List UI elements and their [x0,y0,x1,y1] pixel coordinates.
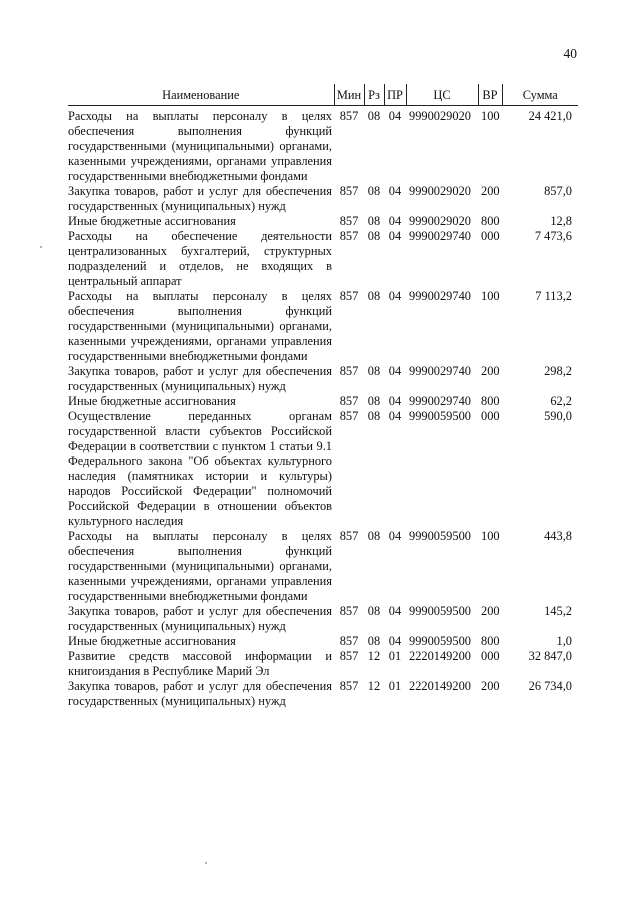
cell-name: Расходы на выплаты персоналу в целях обеспечения выполнения функций государственными (муниципальными) органами, казенными учреждениями, органами управления государственными внебюджетными фондами [68,109,332,183]
cell-rz: 08 [367,634,381,648]
table-row [68,289,578,364]
table-row [68,394,578,409]
cell-rz: 08 [367,289,381,303]
table-header [68,84,578,106]
table-row [68,649,578,679]
cell-vr: 800 [481,394,500,408]
cell-min: 857 [339,634,359,648]
cell-rz: 08 [367,529,381,543]
cell-vr: 200 [481,679,500,693]
cell-sum: 7 473,6 [534,229,572,243]
cell-name: Закупка товаров, работ и услуг для обеспечения государственных (муниципальных) нужд [68,679,332,708]
cell-vr: 200 [481,364,500,378]
cell-rz: 08 [367,229,381,243]
cell-cs: 9990059500 [409,529,471,543]
cell-name: Закупка товаров, работ и услуг для обеспечения государственных (муниципальных) нужд [68,184,332,213]
cell-min: 857 [339,409,359,423]
cell-name: Иные бюджетные ассигнования [68,394,236,408]
cell-name: Иные бюджетные ассигнования [68,214,236,228]
cell-vr: 800 [481,214,500,228]
cell-name: Закупка товаров, работ и услуг для обеспечения государственных (муниципальных) нужд [68,364,332,393]
header-cs: ЦС [406,84,478,106]
header-name: Наименование [68,84,334,106]
cell-pr: 04 [388,364,402,378]
cell-cs: 2220149200 [409,679,471,693]
cell-cs: 9990029020 [409,214,471,228]
cell-vr: 100 [481,289,500,303]
table-row [68,184,578,214]
table-row [68,106,578,185]
cell-name: Иные бюджетные ассигнования [68,634,236,648]
cell-name: Закупка товаров, работ и услуг для обеспечения государственных (муниципальных) нужд [68,604,332,633]
cell-name: Расходы на выплаты персоналу в целях обеспечения выполнения функций государственными (муниципальными) органами, казенными учреждениями, органами управления государственными внебюджетными фондами [68,529,332,603]
cell-sum: 32 847,0 [528,649,572,663]
cell-min: 857 [339,529,359,543]
cell-min: 857 [339,604,359,618]
cell-rz: 08 [367,409,381,423]
table-row [68,364,578,394]
cell-pr: 04 [388,529,402,543]
cell-vr: 200 [481,604,500,618]
budget-table [68,84,578,709]
cell-rz: 08 [367,109,381,123]
cell-cs: 9990059500 [409,409,471,423]
cell-sum: 7 113,2 [535,289,572,303]
cell-rz: 08 [367,604,381,618]
cell-cs: 9990029020 [409,184,471,198]
cell-sum: 1,0 [556,634,572,648]
table-body [68,106,578,710]
cell-pr: 04 [388,184,402,198]
cell-pr: 01 [388,679,402,693]
cell-pr: 01 [388,649,402,663]
cell-vr: 100 [481,529,500,543]
cell-rz: 08 [367,214,381,228]
table-row [68,634,578,649]
cell-rz: 08 [367,184,381,198]
cell-rz: 12 [367,649,381,663]
cell-sum: 24 421,0 [528,109,572,123]
cell-cs: 9990029020 [409,109,471,123]
header-vr: ВР [478,84,502,106]
page-number: 40 [563,46,577,61]
cell-pr: 04 [388,604,402,618]
cell-cs: 9990029740 [409,229,471,243]
table-row [68,604,578,634]
cell-pr: 04 [388,289,402,303]
cell-name: Осуществление переданных органам государственной власти субъектов Российской Федерации в соответствии с пунктом 1 статьи 9.1 Федерального закона "Об объектах культурного наследия (памятниках истории и культуры) народов Российской Федерации" полномочий Российской Федерации в отношении объектов культурного наследия [68,409,332,528]
cell-sum: 12,8 [550,214,572,228]
cell-pr: 04 [388,214,402,228]
cell-name: Расходы на обеспечение деятельности централизованных бухгалтерий, структурных подразделений и отделов, не входящих в центральный аппарат [68,229,332,288]
cell-vr: 100 [481,109,500,123]
cell-rz: 12 [367,679,381,693]
header-min: Мин [334,84,364,106]
cell-pr: 04 [388,229,402,243]
cell-pr: 04 [388,394,402,408]
cell-min: 857 [339,649,359,663]
cell-sum: 145,2 [544,604,572,618]
cell-vr: 000 [481,649,500,663]
cell-pr: 04 [388,109,402,123]
cell-cs: 2220149200 [409,649,471,663]
header-rz: Рз [364,84,384,106]
cell-sum: 26 734,0 [528,679,572,693]
scan-speck [205,862,207,864]
cell-sum: 298,2 [544,364,572,378]
header-pr: ПР [384,84,406,106]
table-row [68,409,578,529]
cell-vr: 200 [481,184,500,198]
table-row [68,229,578,289]
cell-rz: 08 [367,364,381,378]
cell-min: 857 [339,394,359,408]
cell-name: Расходы на выплаты персоналу в целях обеспечения выполнения функций государственными (муниципальными) органами, казенными учреждениями, органами управления государственными внебюджетными фондами [68,289,332,363]
table-row [68,679,578,709]
cell-cs: 9990029740 [409,289,471,303]
cell-min: 857 [339,289,359,303]
cell-vr: 000 [481,409,500,423]
table-row [68,529,578,604]
cell-sum: 857,0 [544,184,572,198]
cell-min: 857 [339,184,359,198]
cell-min: 857 [339,229,359,243]
cell-vr: 000 [481,229,500,243]
cell-pr: 04 [388,409,402,423]
cell-vr: 800 [481,634,500,648]
cell-min: 857 [339,364,359,378]
cell-min: 857 [339,109,359,123]
cell-sum: 443,8 [544,529,572,543]
cell-cs: 9990059500 [409,634,471,648]
cell-cs: 9990029740 [409,394,471,408]
cell-sum: 590,0 [544,409,572,423]
cell-sum: 62,2 [550,394,572,408]
cell-cs: 9990059500 [409,604,471,618]
table-row [68,214,578,229]
cell-min: 857 [339,679,359,693]
scan-speck [40,246,42,248]
cell-rz: 08 [367,394,381,408]
cell-pr: 04 [388,634,402,648]
cell-name: Развитие средств массовой информации и книгоиздания в Республике Марий Эл [68,649,332,678]
header-sum: Сумма [502,84,578,106]
cell-cs: 9990029740 [409,364,471,378]
cell-min: 857 [339,214,359,228]
